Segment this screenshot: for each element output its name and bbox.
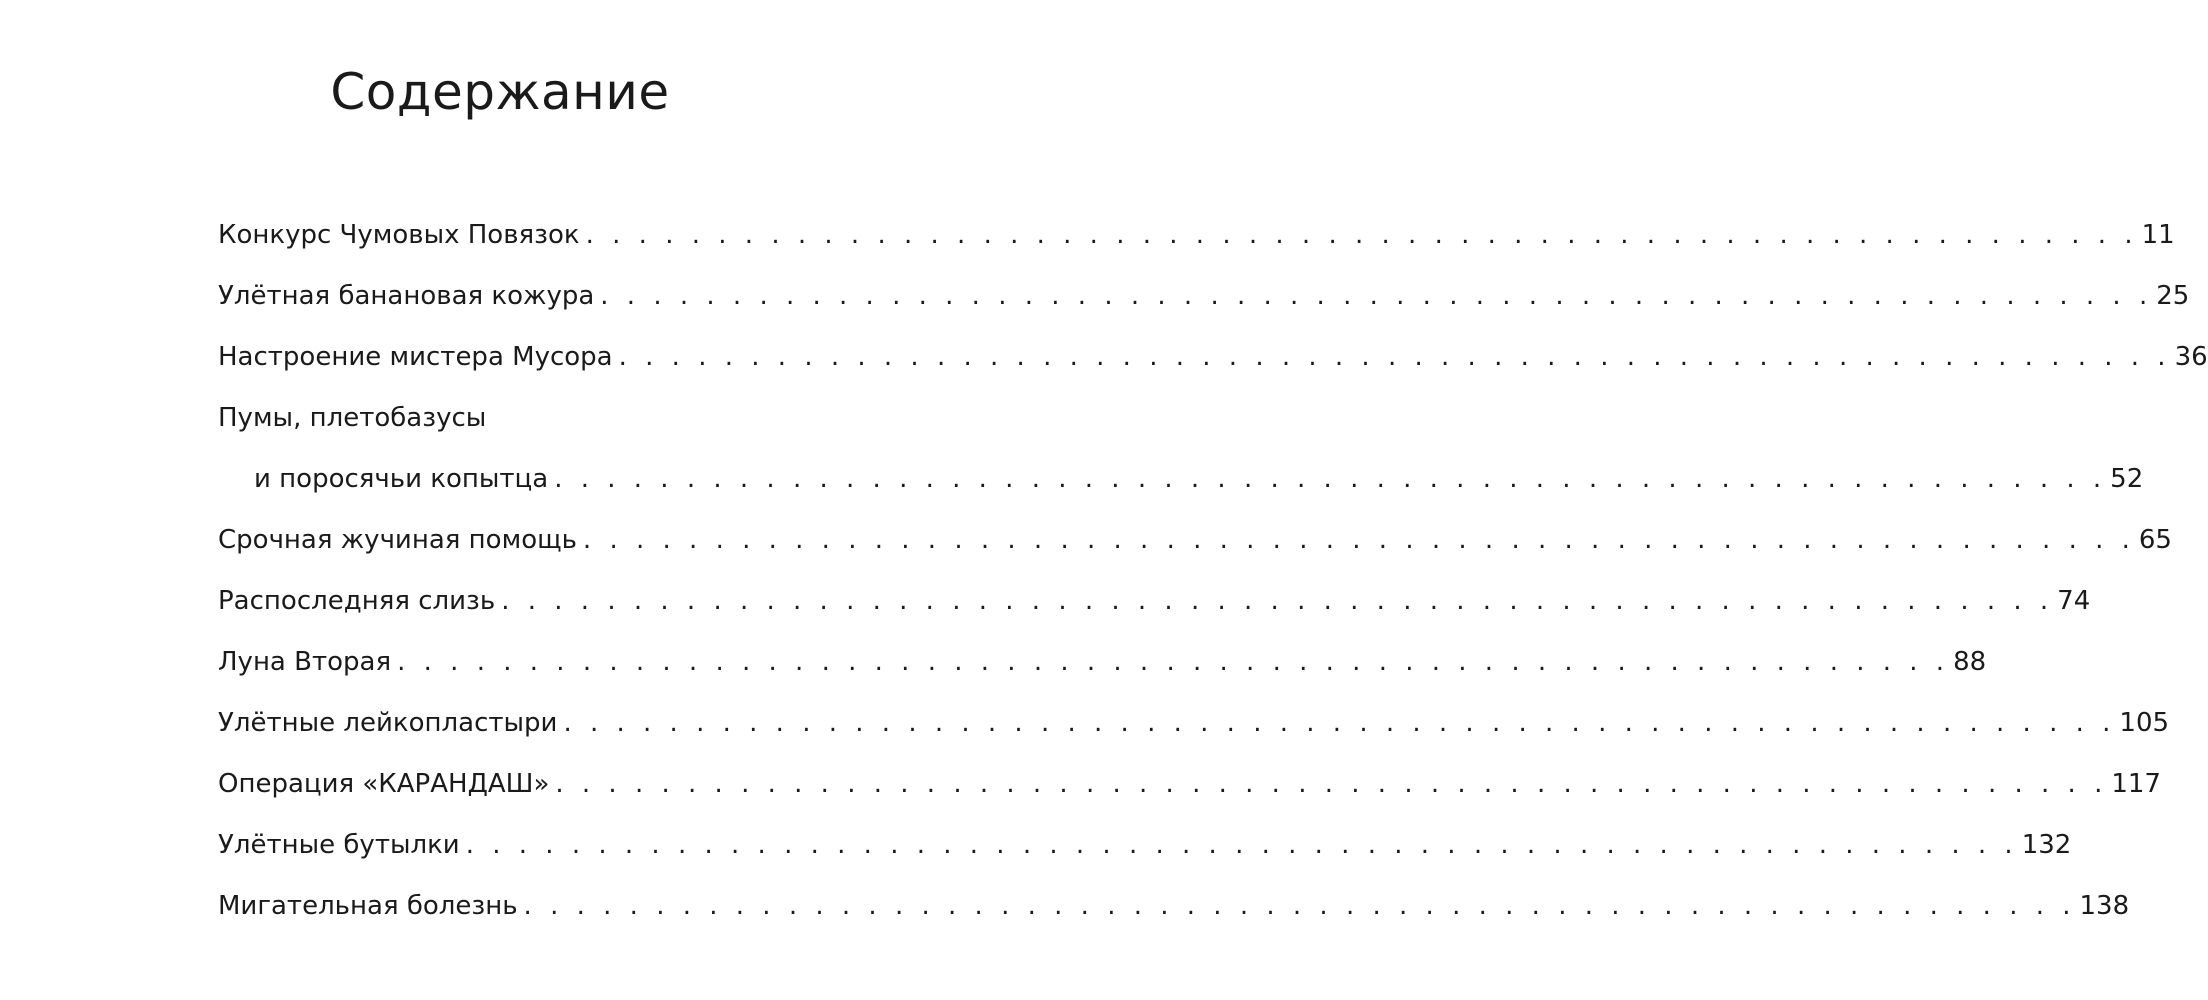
toc-entry-title: Луна Вторая [218, 647, 392, 677]
dot-leader: . . . . . . . . . . . . . . . . . . . . . . . . . . . . . . . . . . . . . . . . . . . . . . . . . . . . . . . . . . . [554, 464, 2107, 494]
toc-entry-title: Срочная жучиная помощь [218, 525, 577, 555]
toc-entry-title: Настроение мистера Мусора [218, 342, 613, 372]
toc-entry-title: Мигательная болезнь [218, 891, 518, 921]
dot-leader: . . . . . . . . . . . . . . . . . . . . . . . . . . . . . . . . . . . . . . . . . . . . . . . . . . . . . . . . . . . [465, 830, 2018, 860]
toc-entry [218, 754, 2161, 815]
page-title: Содержание [330, 63, 670, 121]
toc-entry [218, 388, 781, 449]
toc-entry-page: 11 [2141, 220, 2175, 250]
toc-entry-title: и поросячьи копытца [254, 464, 549, 494]
toc-entry [218, 815, 2072, 876]
toc-entry-page: 117 [2111, 769, 2161, 799]
toc-entry [218, 327, 2208, 388]
dot-leader: . . . . . . . . . . . . . . . . . . . . . . . . . . . . . . . . . . . . . . . . . . . . . . . . . . . . . . . . . . . [582, 525, 2135, 555]
toc-entry [218, 205, 2175, 266]
toc-entry-title: Распоследняя слизь [218, 586, 496, 616]
dot-leader: . . . . . . . . . . . . . . . . . . . . . . . . . . . . . . . . . . . . . . . . . . . . . . . . . . . . . . . . . . . [501, 586, 2054, 616]
toc-entry-title: Конкурс Чумовых Повязок [218, 220, 580, 250]
toc-entry-page: 25 [2156, 281, 2190, 311]
toc-entry-page: 105 [2119, 708, 2170, 738]
dot-leader: . . . . . . . . . . . . . . . . . . . . . . . . . . . . . . . . . . . . . . . . . . . . . . . . . . . . . . . . . . . [397, 647, 1950, 677]
toc-entry [218, 266, 2190, 327]
toc-entry-title: Улётная банановая кожура [218, 281, 595, 311]
toc-entry [218, 449, 2144, 510]
toc-entry [218, 571, 2091, 632]
toc-entry-page: 88 [1953, 647, 1987, 677]
table-of-contents [218, 205, 2208, 937]
dot-leader: . . . . . . . . . . . . . . . . . . . . . . . . . . . . . . . . . . . . . . . . . . . . . . . . . . . . . . . . . . . [585, 220, 2138, 250]
toc-entry-page: 74 [2057, 586, 2091, 616]
toc-entry-title: Пумы, плетобазусы [218, 403, 487, 433]
dot-leader: . . . . . . . . . . . . . . . . . . . . . . . . . . . . . . . . . . . . . . . . . . . . . . . . . . . . . . . . . . . [618, 342, 2171, 372]
toc-entry-title: Операция «КАРАНДАШ» [218, 769, 550, 799]
toc-entry [218, 876, 2130, 937]
dot-leader: . . . . . . . . . . . . . . . . . . . . . . . . . . . . . . . . . . . . . . . . . . . . . . . . . . . . . . . . . . . [600, 281, 2153, 311]
toc-entry [218, 693, 2170, 754]
toc-entry-page: 138 [2079, 891, 2130, 921]
dot-leader: . . . . . . . . . . . . . . . . . . . . . . . . . . . . . . . . . . . . . . . . . . . . . . . . . . . . . . . . . . . [563, 708, 2116, 738]
toc-entry-page: 52 [2110, 464, 2144, 494]
toc-entry-title: Улётные лейкопластыри [218, 708, 558, 738]
dot-leader: . . . . . . . . . . . . . . . . . . . . . . . . . . . . . . . . . . . . . . . . . . . . . . . . . . . . . . . . . . . [523, 891, 2076, 921]
toc-entry-page: 132 [2021, 830, 2072, 860]
toc-entry-page: 36 [2174, 342, 2208, 372]
toc-entry [218, 632, 1987, 693]
toc-entry-page: 65 [2138, 525, 2172, 555]
toc-entry [218, 510, 2172, 571]
dot-leader: . . . . . . . . . . . . . . . . . . . . . . . . . . . . . . . . . . . . . . . . . . . . . . . . . . . . . . . . . . . [555, 769, 2108, 799]
toc-entry-title: Улётные бутылки [218, 830, 460, 860]
